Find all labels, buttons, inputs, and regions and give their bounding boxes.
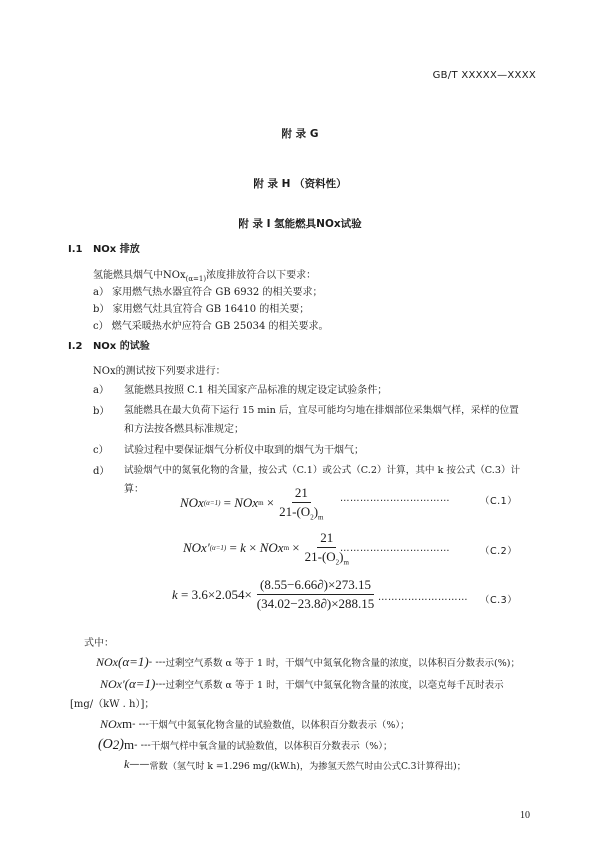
eq-symbol: k bbox=[240, 540, 246, 556]
def-subscript: (α=1) bbox=[118, 654, 149, 669]
def-text: 常数（氢气时 k =1.296 mg/(kW.h)，为掺氢天然气时由公式C.3计算得出)； bbox=[149, 760, 466, 772]
annex-i-title: 附 录 I 氢能燃具NOx试验 bbox=[238, 218, 362, 230]
eq-subscript: (α=1) bbox=[209, 544, 227, 553]
eq-symbol: NOx bbox=[259, 540, 284, 556]
list-item bbox=[93, 283, 322, 298]
def-dash: - --- bbox=[132, 718, 149, 730]
section-intro bbox=[93, 266, 316, 283]
def-dash: - --- bbox=[148, 656, 166, 668]
def-dash: - --- bbox=[134, 739, 151, 751]
def-text: 干烟气样中氧含量的试验数值，以体积百分数表示（%）； bbox=[150, 741, 393, 752]
eq-numerator: 21 bbox=[317, 530, 336, 548]
section-heading-i2 bbox=[68, 337, 150, 352]
definition-item bbox=[124, 757, 466, 772]
section-number: I.2 bbox=[68, 341, 83, 352]
equation-leader: …………………………… bbox=[340, 543, 450, 554]
section-title: NOx 排放 bbox=[92, 244, 140, 255]
list-marker: b） bbox=[93, 304, 110, 315]
def-subscript: m bbox=[122, 716, 133, 731]
eq-symbol: NOx′ bbox=[183, 540, 210, 556]
section-title: NOx 的试验 bbox=[92, 341, 150, 352]
page-number: 10 bbox=[520, 810, 530, 821]
list-text: 家用燃气热水器宜符合 GB 6932 的相关要求； bbox=[112, 287, 323, 298]
intro-subscript: (α=1) bbox=[185, 275, 207, 283]
eq-symbol: NOx bbox=[180, 495, 204, 511]
list-text: 试验烟气中的氮氧化物的含量，按公式（C.1）或公式（C.2）计算，其中 k 按公式（C.3）计 bbox=[124, 465, 521, 476]
def-symbol: ) bbox=[119, 737, 124, 752]
equation-leader: …………………………… bbox=[340, 493, 450, 504]
standard-code: GB/T XXXXX—XXXX bbox=[432, 70, 536, 81]
list-marker: d） bbox=[93, 466, 110, 477]
equation-leader: ……………………… bbox=[378, 592, 468, 603]
def-text: 干烟气中氮氧化物含量的试验数值，以体积百分数表示（%）； bbox=[148, 720, 410, 731]
eq-denominator: $21-(O_2)_m$ bbox=[304, 549, 349, 567]
def-text: 过剩空气系数 α 等于 1 时，干烟气中氮氧化物含量的浓度，以毫克每千瓦时表示 bbox=[165, 680, 504, 691]
def-dash: —— bbox=[129, 759, 150, 770]
equation-c1: NOx (α=1) = NOx m × $\frac{21}{21-(O_2)_m}$ bbox=[180, 485, 328, 522]
eq-symbol: NOx bbox=[234, 495, 259, 511]
annex-g-title: 附 录 G bbox=[281, 128, 319, 140]
definition-item bbox=[98, 737, 393, 753]
eq-subscript: (α=1) bbox=[203, 499, 221, 508]
list-item bbox=[93, 300, 309, 315]
section-intro: NOx的测试按下列要求进行： bbox=[93, 366, 226, 377]
def-text: 过剩空气系数 α 等于 1 时，干烟气中氮氧化物含量的浓度，以体积百分数表示(%)； bbox=[165, 658, 520, 669]
annex-h-title: 附 录 H （资料性） bbox=[253, 178, 347, 190]
list-text: 氢能燃具在最大负荷下运行 15 min 后，宜尽可能均匀地在排烟部位采集烟气样，采样的位置 bbox=[124, 405, 519, 416]
list-text: 家用燃气灶具宜符合 GB 16410 的相关要； bbox=[112, 304, 310, 315]
where-label: 式中： bbox=[84, 638, 114, 649]
def-symbol: NOx′ bbox=[100, 676, 125, 691]
list-marker: a） bbox=[93, 287, 109, 298]
eq-symbol: k bbox=[172, 586, 178, 602]
list-text: 试验过程中要保证烟气分析仪中取到的烟气为干烟气； bbox=[124, 445, 364, 456]
equation-number: （C.1） bbox=[480, 496, 518, 507]
def-symbol: NOx bbox=[100, 716, 122, 731]
list-marker: c） bbox=[93, 445, 109, 456]
def-symbol: NOx bbox=[96, 654, 118, 669]
eq-subscript: m bbox=[283, 544, 290, 553]
section-heading-i1 bbox=[68, 240, 140, 255]
list-marker: a） bbox=[93, 385, 109, 396]
eq-numerator: 21 bbox=[292, 485, 311, 503]
def-symbol: k bbox=[124, 757, 130, 771]
def-continuation: [mg/（kW . h）]； bbox=[70, 699, 155, 710]
eq-denominator: (34.02−23.8∂)×288.15 bbox=[256, 596, 375, 611]
intro-text: 氢能燃具烟气中NOx bbox=[93, 270, 186, 281]
def-subscript: (α=1) bbox=[124, 676, 156, 691]
eq-fraction bbox=[276, 485, 326, 522]
def-subscript: m bbox=[123, 737, 135, 752]
definition-item bbox=[100, 716, 410, 732]
list-marker: b） bbox=[93, 406, 110, 417]
definition-item bbox=[96, 654, 520, 670]
eq-coefficient: 3.6×2.054× bbox=[191, 586, 252, 602]
equation-c3: k = 3.6×2.054× $\frac{(8.55-6.66\partial)\times 273.15}{(34.02-23.8\partial)\times 288.15}$ bbox=[172, 577, 379, 612]
def-subscript: 2 bbox=[112, 737, 120, 752]
equation-c2: NOx′ (α=1) = k × NOx m × $\frac{21}{21-(O_2)_m}$ bbox=[183, 530, 354, 567]
def-symbol: (O bbox=[98, 737, 113, 752]
list-text: 燃气采暖热水炉应符合 GB 25034 的相关要求。 bbox=[111, 321, 329, 332]
eq-fraction bbox=[254, 577, 378, 612]
list-text: 和方法按各燃具标准规定； bbox=[124, 424, 244, 435]
eq-denominator: $21-(O_2)_m$ bbox=[279, 504, 324, 522]
eq-subscript: m bbox=[258, 499, 264, 508]
eq-numerator: (8.55−6.66∂)×273.15 bbox=[257, 577, 374, 595]
list-text: 氢能燃具按照 C.1 相关国家产品标准的规定设定试验条件； bbox=[124, 385, 388, 396]
equation-number: （C.3） bbox=[480, 595, 518, 606]
equation-number: （C.2） bbox=[480, 546, 518, 557]
section-number: I.1 bbox=[68, 244, 83, 255]
list-item bbox=[93, 317, 328, 332]
list-text: 算： bbox=[124, 484, 144, 495]
intro-text: 浓度排放符合以下要求： bbox=[206, 270, 317, 281]
def-dash: --- bbox=[155, 678, 166, 690]
list-marker: c） bbox=[93, 321, 109, 332]
definition-item bbox=[100, 676, 504, 692]
